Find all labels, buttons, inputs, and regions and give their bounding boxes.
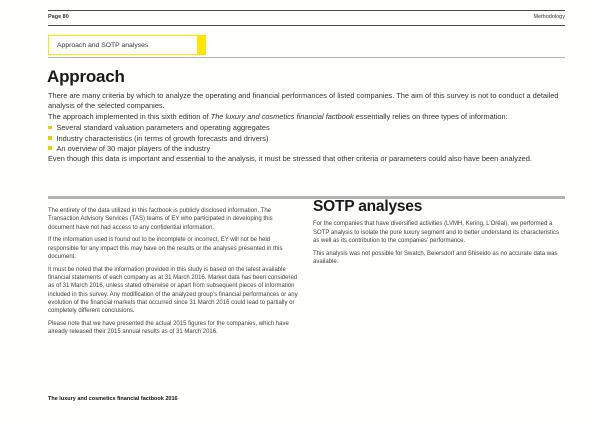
bullet-text: An overview of 30 major players of the industry — [56, 144, 211, 154]
bullet-text: Industry characteristics (in terms of growth forecasts and drivers) — [56, 133, 269, 143]
disclaimer-column — [48, 207, 298, 341]
approach-bullet-list — [48, 123, 567, 154]
sotp-paragraph: This analysis was not possible for Swatch, Beiersdorf and Shiseido as no accurate data was available. — [313, 250, 558, 265]
disclaimer-paragraph: If the information used is found out to be incomplete or incorrect, EY will not be held responsible for any impact this may have on the results or the analyses presented in this document. — [48, 237, 283, 260]
footer-title: The luxury and cosmetics financial factbook 2016 — [48, 396, 178, 402]
approach-paragraph-1: There are many criteria by which to analyze the operating and financial performances of listed companies. The aim of this survey is not to conduct a detailed analysis of the selected companies. — [48, 91, 559, 111]
sotp-paragraph: For the companies that have diversified activities (LVMH, Kering, L’Oréal), we performed a SOTP analysis to isolate the pure luxury segment and to better understand its characteristics as well as its contribution to the companies’ performance. — [313, 221, 560, 244]
bullet-icon — [48, 146, 52, 150]
disclaimer-paragraph: Please note that we have presented the actual 2015 figures for the companies, which have already released their 2015 annual results as of 31 March 2016. — [48, 321, 289, 336]
page-number: Page 80 — [48, 14, 69, 20]
bullet-icon — [48, 126, 52, 130]
disclaimer-paragraph: The entirety of the data utilized in this factbook is publicly disclosed information. The Transaction Advisory Services (TAS) teams of EY who participated in developing this document have not had access to any confidential information. — [48, 208, 273, 231]
section-divider — [48, 196, 565, 199]
approach-body — [48, 91, 567, 165]
bullet-icon — [48, 136, 52, 140]
approach-paragraph-2-start: The approach implemented in this sixth edition of — [48, 111, 211, 121]
bullet-text: Several standard valuation parameters and operating aggregates — [56, 123, 270, 133]
sotp-heading: SOTP analyses — [313, 198, 423, 215]
approach-paragraph-3: Even though this data is important and essential to the analysis, it must be stressed that other criteria or parameters could also have been analyzed. — [48, 154, 532, 164]
chapter-tab — [48, 35, 206, 55]
header-rule — [48, 25, 565, 26]
list-item — [48, 134, 567, 144]
list-item — [48, 123, 567, 133]
list-item — [48, 144, 567, 154]
approach-paragraph-2-end: essentially relies on three types of information: — [353, 111, 508, 121]
top-rule — [48, 10, 565, 11]
yellow-tab-marker — [197, 35, 206, 55]
approach-paragraph-2 — [48, 112, 567, 122]
disclaimer-paragraph: It must be noted that the information provided in this study is based on the latest available financial statements of each company as at 31 March 2016. Market data has been considered as of 31 March 2016, unless stated otherwise or apart from subsequent pieces of information included in this survey. Any modification of the analyzed group’s financial performances or any evolution of the financial markets that occurred since 31 March 2016 could lead to partially or completely different conclusions. — [48, 266, 298, 315]
tab-bottom-rule — [48, 57, 565, 58]
factbook-title-italic: The luxury and cosmetics financial factbook — [210, 111, 354, 121]
header-section-label: Methodology — [533, 14, 565, 20]
sotp-column — [313, 198, 566, 271]
chapter-tab-label: Approach and SOTP analyses — [57, 41, 149, 49]
approach-heading: Approach — [47, 67, 125, 86]
